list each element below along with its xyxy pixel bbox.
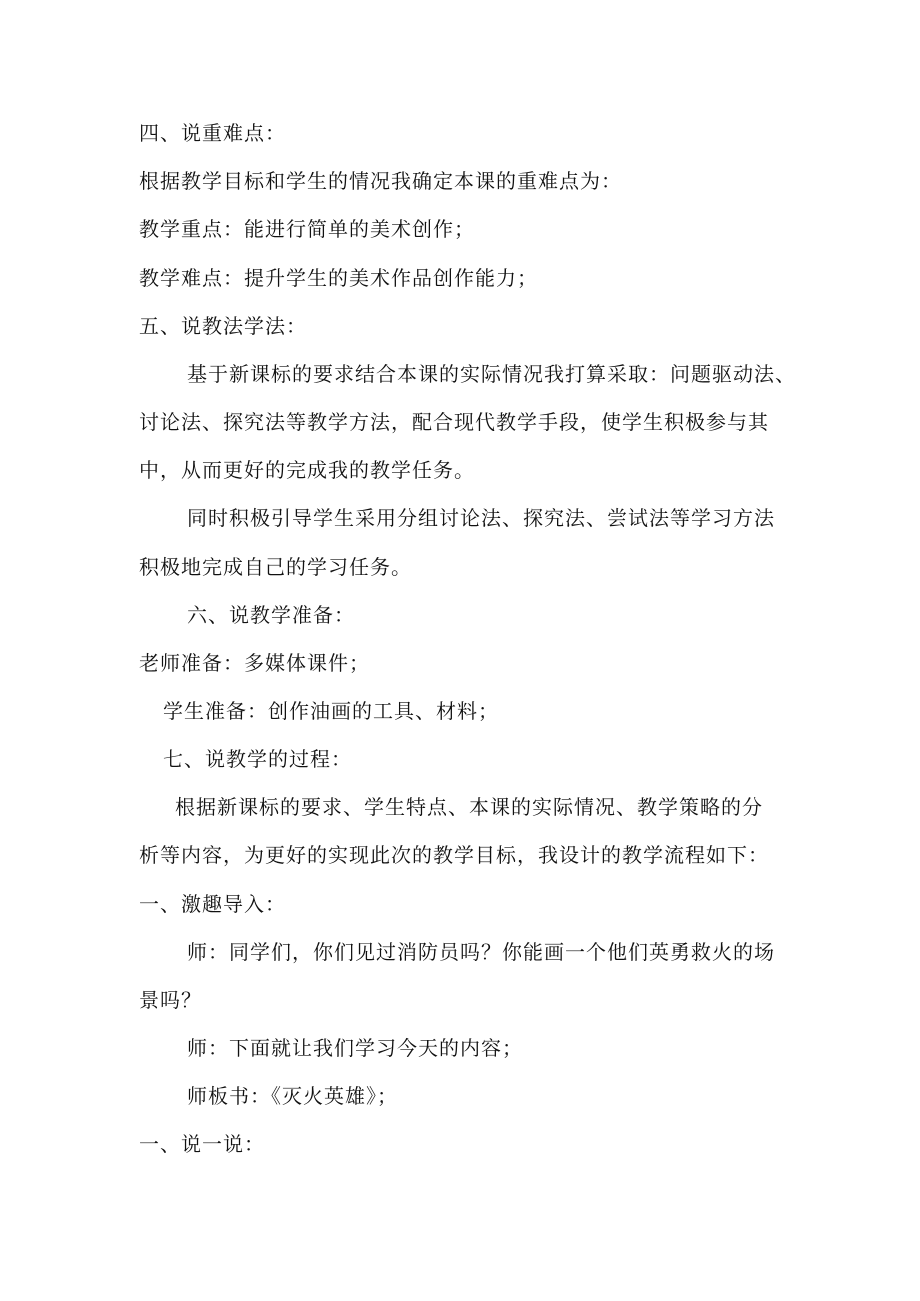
paragraph-line: 教学重点：能进行简单的美术创作； xyxy=(139,217,475,241)
paragraph-line: 基于新课标的要求结合本课的实际情况我打算采取：问题驱动法、 xyxy=(187,362,796,386)
paragraph-line: 根据教学目标和学生的情况我确定本课的重难点为： xyxy=(139,169,622,193)
paragraph-line: 师板书：《灭火英雄》； xyxy=(187,1084,398,1108)
paragraph-line: 学生准备：创作油画的工具、材料； xyxy=(163,699,499,723)
heading-key-difficult-points: 四、说重难点： xyxy=(139,121,286,145)
paragraph-line: 讨论法、探究法等教学方法，配合现代教学手段，使学生积极参与其 xyxy=(139,410,769,434)
heading-teaching-preparation: 六、说教学准备： xyxy=(187,603,355,627)
paragraph-line: 中，从而更好的完成我的教学任务。 xyxy=(139,458,475,482)
paragraph-line: 师：下面就让我们学习今天的内容； xyxy=(187,1036,523,1060)
paragraph-line: 老师准备：多媒体课件； xyxy=(139,651,370,675)
heading-introduction: 一、激趣导入： xyxy=(139,892,286,916)
paragraph-line: 师：同学们，你们见过消防员吗？你能画一个他们英勇救火的场 xyxy=(187,940,775,964)
paragraph-line: 教学难点：提升学生的美术作品创作能力； xyxy=(139,266,538,290)
heading-teaching-methods: 五、说教法学法： xyxy=(139,314,307,338)
heading-teaching-process: 七、说教学的过程： xyxy=(163,747,352,771)
heading-say-it: 一、说一说： xyxy=(139,1132,265,1156)
paragraph-line: 析等内容，为更好的实现此次的教学目标，我设计的教学流程如下： xyxy=(139,843,769,867)
paragraph-line: 景吗？ xyxy=(139,988,202,1012)
paragraph-line: 根据新课标的要求、学生特点、本课的实际情况、教学策略的分 xyxy=(175,795,763,819)
paragraph-line: 同时积极引导学生采用分组讨论法、探究法、尝试法等学习方法 xyxy=(187,506,775,530)
paragraph-line: 积极地完成自己的学习任务。 xyxy=(139,555,412,579)
